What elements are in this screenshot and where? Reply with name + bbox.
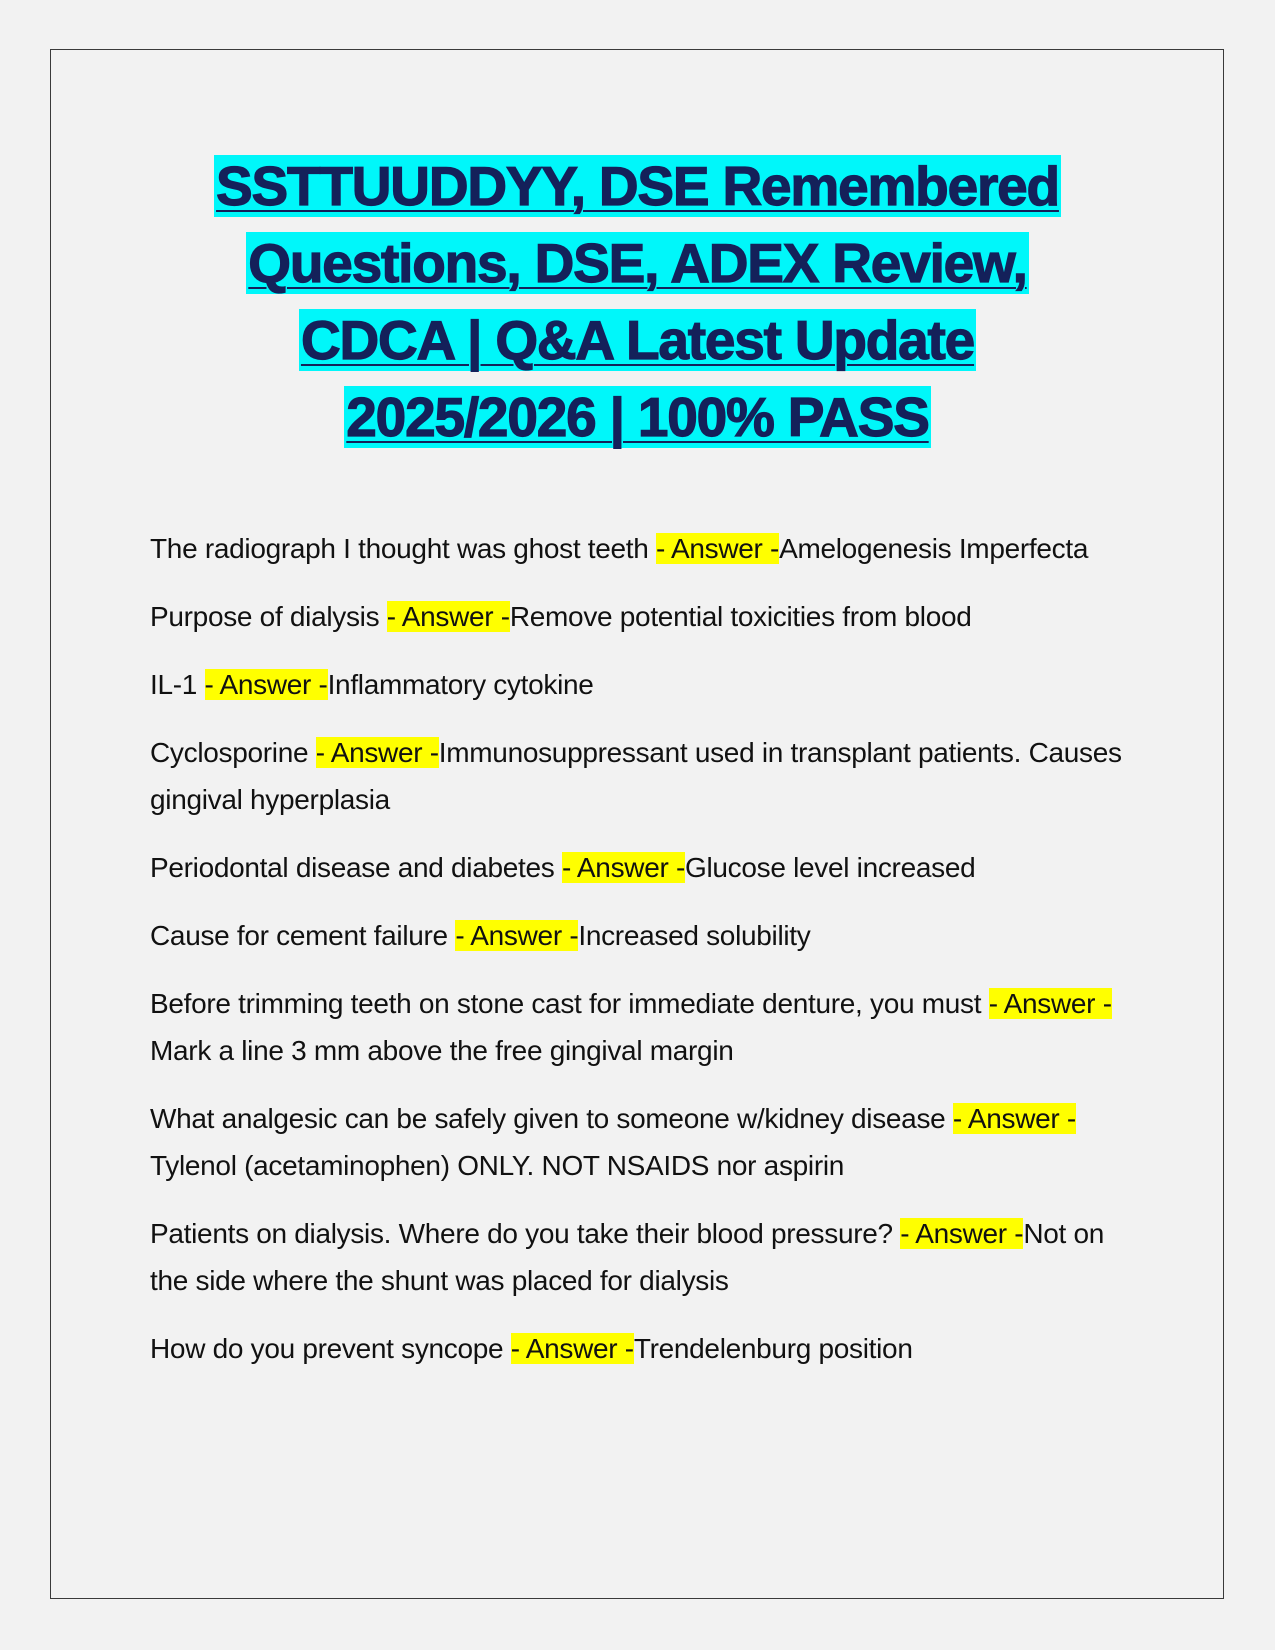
question-text: What analgesic can be safely given to someone w/kidney disease: [150, 1103, 953, 1134]
qa-item: [150, 980, 1135, 1074]
answer-separator: - Answer -: [900, 1218, 1024, 1249]
answer-text: Tylenol (acetaminophen) ONLY. NOT NSAIDS nor aspirin: [150, 1150, 845, 1181]
title-line: CDCA | Q&A Latest Update: [300, 309, 975, 371]
answer-text: Trendelenburg position: [633, 1333, 913, 1364]
answer-text: Not on the side where the shunt was placed for dialysis: [150, 1218, 1105, 1296]
qa-item: [150, 593, 1135, 640]
question-text: Cause for cement failure: [150, 920, 456, 951]
answer-separator: - Answer -: [510, 1333, 634, 1364]
qa-item: [150, 525, 1135, 572]
question-text: Patients on dialysis. Where do you take their blood pressure?: [150, 1218, 901, 1249]
document-title: [150, 148, 1125, 456]
qa-item: [150, 729, 1135, 823]
question-text: The radiograph I thought was ghost teeth: [150, 533, 657, 564]
answer-separator: - Answer -: [561, 852, 685, 883]
answer-text: Inflammatory cytokine: [327, 669, 594, 700]
qa-item: [150, 661, 1135, 708]
question-text: IL-1: [150, 669, 205, 700]
question-text: Periodontal disease and diabetes: [150, 852, 562, 883]
title-line: Questions, DSE, ADEX Review,: [248, 232, 1027, 294]
question-text: Before trimming teeth on stone cast for immediate denture, you must: [150, 988, 989, 1019]
question-text: How do you prevent syncope: [150, 1333, 511, 1364]
qa-item: [150, 912, 1135, 959]
answer-separator: - Answer -: [656, 533, 780, 564]
answer-text: Glucose level increased: [685, 852, 976, 883]
answer-separator: - Answer -: [455, 920, 579, 951]
question-text: Purpose of dialysis: [150, 601, 387, 632]
question-text: Cyclosporine: [150, 737, 316, 768]
answer-separator: - Answer -: [204, 669, 328, 700]
qa-item: [150, 1095, 1135, 1189]
answer-text: Mark a line 3 mm above the free gingival margin: [150, 1035, 734, 1066]
answer-separator: - Answer -: [952, 1103, 1076, 1134]
answer-text: Increased solubility: [578, 920, 811, 951]
title-line: 2025/2026 | 100% PASS: [346, 386, 929, 448]
answer-separator: - Answer -: [386, 601, 510, 632]
qa-item: [150, 844, 1135, 891]
answer-separator: - Answer -: [315, 737, 439, 768]
answer-text: Remove potential toxicities from blood: [509, 601, 972, 632]
answer-text: Immunosuppressant used in transplant patients. Causes gingival hyperplasia: [150, 737, 1122, 815]
qa-list: [150, 525, 1135, 1393]
qa-item: [150, 1210, 1135, 1304]
qa-item: [150, 1325, 1135, 1372]
answer-separator: - Answer -: [988, 988, 1112, 1019]
title-line: SSTTUUDDYY, DSE Remembered: [216, 155, 1059, 217]
answer-text: Amelogenesis Imperfecta: [779, 533, 1089, 564]
